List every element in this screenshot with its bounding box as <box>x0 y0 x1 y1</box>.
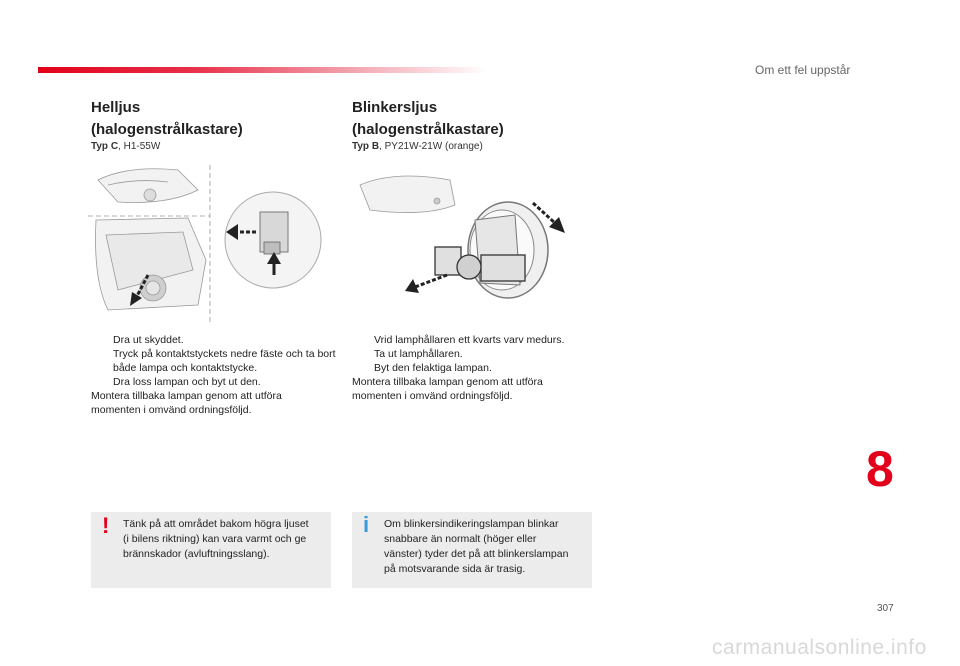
bulb-type-line <box>91 141 160 152</box>
note-line: brännskador (avluftningsslang). <box>123 548 270 560</box>
step-text: Vrid lamphållaren ett kvarts varv medurs. <box>374 334 565 346</box>
after-text: momenten i omvänd ordningsföljd. <box>91 404 252 416</box>
header-accent-bar <box>38 67 488 73</box>
note-line: snabbare än normalt (höger eller <box>384 533 537 545</box>
steps-list-blinkersljus <box>352 333 597 403</box>
after-text: Montera tillbaka lampan genom att utföra <box>352 376 543 388</box>
list-item <box>91 375 336 389</box>
watermark: carmanualsonline.info <box>712 636 927 659</box>
step-text: Tryck på kontaktstyckets nedre fäste och ta bort både lampa och kontaktstycke. <box>113 348 336 374</box>
info-note <box>352 512 592 588</box>
indicator-bulb-removal-illustration <box>355 165 575 315</box>
list-item <box>91 389 336 403</box>
chapter-title: Om ett fel uppstår <box>755 63 851 77</box>
bulb-type-line <box>352 141 483 152</box>
step-text: Dra ut skyddet. <box>113 334 184 346</box>
section-heading-helljus <box>91 97 243 141</box>
note-line: vänster) tyder det på att blinkerslampan <box>384 548 569 560</box>
heading-line: (halogenstrålkastare) <box>91 121 243 138</box>
list-item <box>91 333 336 347</box>
chapter-number: 8 <box>866 441 894 497</box>
headlamp-bulb-removal-illustration <box>88 160 333 330</box>
steps-list-helljus <box>91 333 336 417</box>
list-item <box>352 389 597 403</box>
list-item <box>91 347 336 375</box>
note-line: på motsvarande sida är trasig. <box>384 563 526 575</box>
list-item <box>352 361 597 375</box>
step-text: Dra loss lampan och byt ut den. <box>113 376 261 388</box>
list-item <box>352 347 597 361</box>
heading-line: (halogenstrålkastare) <box>352 121 504 138</box>
warning-icon: ! <box>102 513 110 538</box>
list-item <box>91 403 336 417</box>
type-label: Typ B <box>352 141 380 152</box>
after-text: Montera tillbaka lampan genom att utföra <box>91 390 282 402</box>
type-value: , PY21W-21W (orange) <box>379 141 483 152</box>
step-text: Ta ut lamphållaren. <box>374 348 463 360</box>
warning-note <box>91 512 331 588</box>
list-item <box>352 375 597 389</box>
info-icon: i <box>363 512 370 537</box>
list-item <box>352 333 597 347</box>
heading-line: Blinkersljus <box>352 99 438 116</box>
note-line: Tänk på att området bakom högra ljuset <box>123 518 309 530</box>
section-heading-blinkersljus <box>352 97 504 141</box>
note-line: (i bilens riktning) kan vara varmt och ge <box>123 533 307 545</box>
heading-line: Helljus <box>91 99 141 116</box>
note-line: Om blinkersindikeringslampan blinkar <box>384 518 559 530</box>
type-value: , H1-55W <box>118 141 161 152</box>
type-label: Typ C <box>91 141 119 152</box>
after-text: momenten i omvänd ordningsföljd. <box>352 390 513 402</box>
step-text: Byt den felaktiga lampan. <box>374 362 492 374</box>
page-number: 307 <box>877 603 894 614</box>
